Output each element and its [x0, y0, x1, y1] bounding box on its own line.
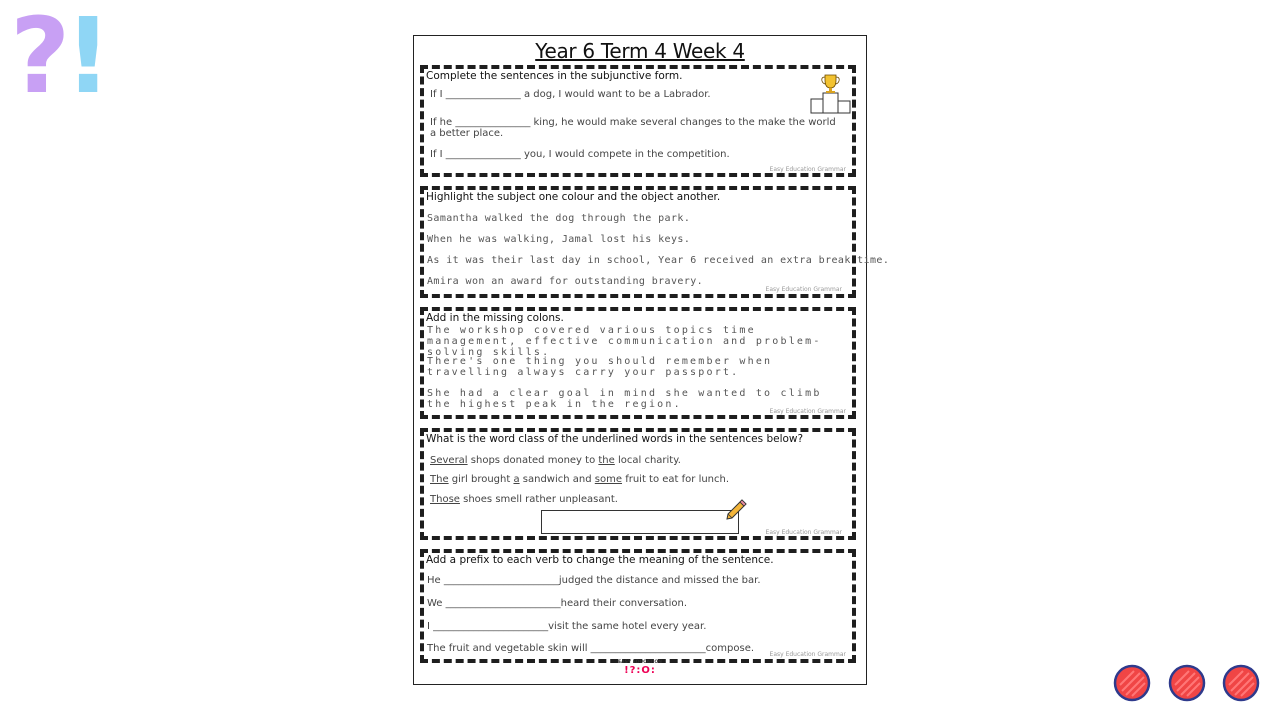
watermark: Easy Education Grammar — [769, 408, 846, 415]
section-heading: Highlight the subject one colour and the object another. — [426, 191, 721, 203]
watermark: Easy Education Grammar — [769, 651, 846, 658]
sentence-line: The workshop covered various topics time management, effective communication and problem-solving skills. — [427, 325, 822, 358]
sentence-line: Several shops donated money to the local charity. — [430, 455, 681, 466]
nav-dot-2[interactable] — [1167, 663, 1207, 703]
sentence-line: The fruit and vegetable skin will _______________________compose. — [427, 643, 755, 654]
watermark: Easy Education Grammar — [769, 166, 846, 173]
sentence-line: If I _______________ a dog, I would want to be a Labrador. — [430, 89, 711, 100]
trophy-podium-icon — [810, 73, 852, 115]
sentence-line: Amira won an award for outstanding bravery. — [427, 276, 704, 287]
exclamation-mark-icon: ! — [64, 0, 106, 117]
sentence-line: When he was walking, Jamal lost his keys. — [427, 234, 691, 245]
pencil-icon — [724, 498, 748, 522]
sentence-line: There's one thing you should remember when travelling always carry your passport. — [427, 356, 773, 378]
sentence-line: The girl brought a sandwich and some fruit to eat for lunch. — [430, 474, 730, 485]
section-subject-object — [420, 186, 890, 298]
watermark: Easy Education Grammar — [765, 529, 842, 536]
nav-dot-3[interactable] — [1221, 663, 1261, 703]
section-heading: What is the word class of the underlined words in the sentences below? — [426, 433, 804, 445]
sentence-line: Samantha walked the dog through the park. — [427, 213, 691, 224]
answer-box[interactable] — [541, 510, 739, 534]
section-colons — [420, 307, 856, 419]
question-exclaim-logo — [10, 0, 106, 117]
section-heading: Add in the missing colons. — [426, 312, 564, 324]
sentence-line: As it was their last day in school, Year 6 received an extra break time. — [427, 255, 890, 266]
sentence-line: Those shoes smell rather unpleasant. — [430, 494, 618, 505]
watermark: Easy Education Grammar — [765, 286, 842, 293]
section-prefix — [420, 549, 856, 663]
section-heading: Add a prefix to each verb to change the meaning of the sentence. — [426, 554, 774, 566]
section-heading: Complete the sentences in the subjunctive form. — [426, 70, 683, 82]
sentence-line: If he _______________ king, he would make several changes to the make the world a better place. — [430, 117, 836, 139]
sentence-line: I _______________________visit the same hotel every year. — [427, 621, 707, 632]
sentence-line: She had a clear goal in mind she wanted to climb the highest peak in the region. — [427, 388, 822, 410]
question-mark-icon: ? — [10, 0, 65, 117]
sentence-line: We _______________________heard their conversation. — [427, 598, 687, 609]
nav-dot-1[interactable] — [1112, 663, 1152, 703]
easy-education-logo: EASY EDUCATION !?:O: — [618, 660, 662, 676]
sentence-line: If I _______________ you, I would compete in the competition. — [430, 149, 730, 160]
section-word-class — [420, 428, 856, 540]
section-subjunctive — [420, 65, 856, 177]
worksheet — [413, 35, 890, 685]
sentence-line: He _______________________judged the distance and missed the bar. — [427, 575, 761, 586]
page-title: Year 6 Term 4 Week 4 — [535, 39, 745, 63]
